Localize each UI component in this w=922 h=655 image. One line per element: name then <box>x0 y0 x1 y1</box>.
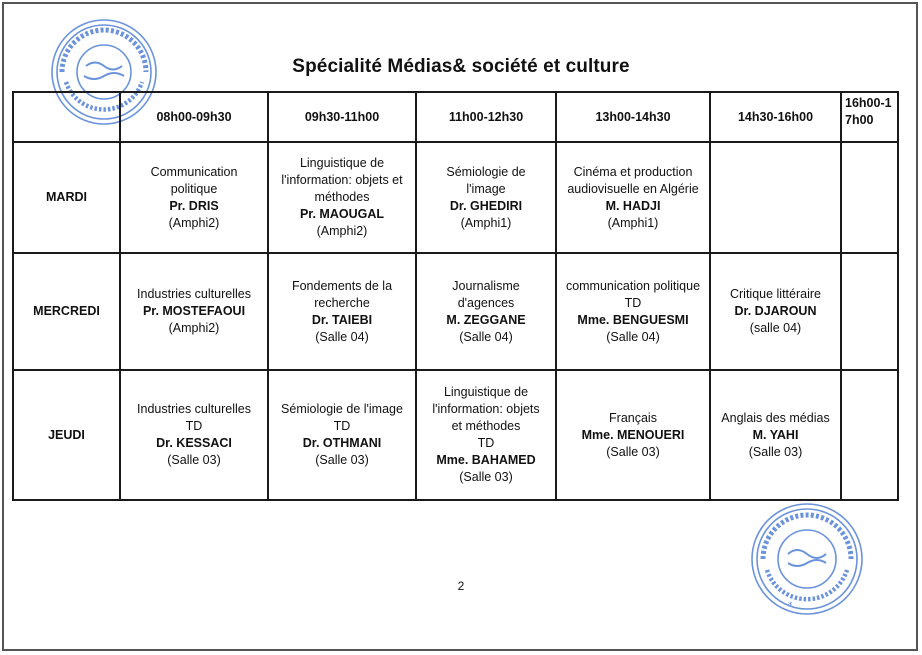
course-title-line: TD <box>185 419 203 433</box>
course-cell <box>120 370 268 500</box>
course-title-line: TD <box>333 419 351 433</box>
room-label: (Amphi2) <box>168 321 220 335</box>
course-cell <box>841 142 898 253</box>
teacher-name: M. ZEGGANE <box>446 312 526 327</box>
teacher-name: Dr. OTHMANI <box>302 436 382 450</box>
course-cell <box>268 253 416 370</box>
course-title-line: Anglais des médias <box>721 410 830 425</box>
course-cell <box>710 253 841 370</box>
teacher-name: Pr. DRIS <box>169 198 219 213</box>
course-title-line: TD <box>624 295 642 310</box>
course-title-line: Industries culturelles <box>137 287 251 301</box>
course-cell <box>556 370 710 500</box>
course-title-line: communication politique <box>565 278 701 293</box>
course-cell <box>120 253 268 370</box>
course-title-line: méthodes <box>314 190 370 204</box>
room-label: (Salle 03) <box>167 453 221 467</box>
time-slot-header: 09h30-11h00 <box>268 92 416 142</box>
course-cell <box>120 142 268 253</box>
time-slot-header: 14h30-16h00 <box>710 92 841 142</box>
room-label: (Amphi2) <box>168 215 220 230</box>
course-title-line: TD <box>477 436 495 450</box>
course-title-line: politique <box>170 181 218 196</box>
teacher-name: Dr. KESSACI <box>156 436 232 450</box>
room-label: (Salle 03) <box>315 453 369 467</box>
course-title-line: Linguistique de <box>443 385 529 399</box>
teacher-name: Dr. GHEDIRI <box>449 198 523 213</box>
room-label: (Amphi1) <box>460 215 512 230</box>
course-cell <box>416 370 556 500</box>
course-title-line: Cinéma et production <box>573 164 693 179</box>
course-cell <box>710 142 841 253</box>
header-row <box>13 92 898 142</box>
course-title-line: Communication <box>150 164 238 179</box>
course-title-line: Français <box>609 410 657 425</box>
room-label: (Amphi2) <box>316 224 368 238</box>
time-slot-header: 13h00-14h30 <box>556 92 710 142</box>
course-cell <box>556 142 710 253</box>
course-title-line: Sémiologie de <box>446 164 526 179</box>
teacher-name: Mme. MENOUERI <box>581 427 685 442</box>
header-corner-cell <box>13 92 120 142</box>
teacher-name: Pr. MAOUGAL <box>299 207 385 221</box>
course-title-line: l'information: objets et <box>281 173 403 187</box>
teacher-name: Mme. BAHAMED <box>436 453 536 467</box>
department-stamp-bottom <box>748 500 866 618</box>
time-slot-header: 11h00-12h30 <box>416 92 556 142</box>
course-cell <box>268 370 416 500</box>
course-title-line: Linguistique de <box>299 156 385 170</box>
teacher-name: Dr. TAIEBI <box>311 312 373 327</box>
day-label: MARDI <box>13 142 120 253</box>
course-cell <box>556 253 710 370</box>
course-title-line: Journalisme <box>452 278 520 293</box>
course-cell <box>841 253 898 370</box>
teacher-name: Mme. BENGUESMI <box>577 312 689 327</box>
room-label: (Salle 03) <box>459 470 513 484</box>
time-slot-header: 08h00-09h30 <box>120 92 268 142</box>
room-label: (Salle 04) <box>315 329 369 344</box>
page-number: 2 <box>457 579 465 593</box>
room-label: (Salle 03) <box>748 444 803 459</box>
room-label: (Salle 03) <box>606 444 660 459</box>
course-title-line: et méthodes <box>451 419 521 433</box>
page-title: Spécialité Médias& société et culture <box>292 56 630 77</box>
room-label: (salle 04) <box>749 321 802 335</box>
course-cell <box>710 370 841 500</box>
day-label: MERCREDI <box>13 253 120 370</box>
room-label: (Salle 04) <box>459 329 513 344</box>
course-title-line: recherche <box>314 295 370 310</box>
room-label: (Amphi1) <box>607 215 659 230</box>
course-cell <box>268 142 416 253</box>
schedule-row <box>13 253 898 370</box>
course-title-line: l'information: objets <box>432 402 540 416</box>
svg-text:*: * <box>788 601 793 611</box>
teacher-name: Pr. MOSTEFAOUI <box>142 304 246 318</box>
course-title-line: d'agences <box>457 295 515 310</box>
time-slot-header: 16h00-17h00 <box>841 92 898 142</box>
course-title-line: Fondements de la <box>291 278 393 293</box>
schedule-row <box>13 142 898 253</box>
teacher-name: M. HADJI <box>605 198 661 213</box>
course-title-line: Industries culturelles <box>137 402 251 416</box>
schedule-table <box>12 91 899 501</box>
course-title-line: audiovisuelle en Algérie <box>567 181 699 196</box>
teacher-name: M. YAHI <box>752 427 799 442</box>
course-cell <box>416 142 556 253</box>
course-title-line: Sémiologie de l'image <box>281 402 403 416</box>
course-title-line: Critique littéraire <box>729 287 821 301</box>
schedule-row <box>13 370 898 500</box>
course-cell <box>416 253 556 370</box>
course-title-line: l'image <box>466 181 506 196</box>
course-cell <box>841 370 898 500</box>
day-label: JEUDI <box>13 370 120 500</box>
teacher-name: Dr. DJAROUN <box>734 304 817 318</box>
room-label: (Salle 04) <box>606 329 660 344</box>
